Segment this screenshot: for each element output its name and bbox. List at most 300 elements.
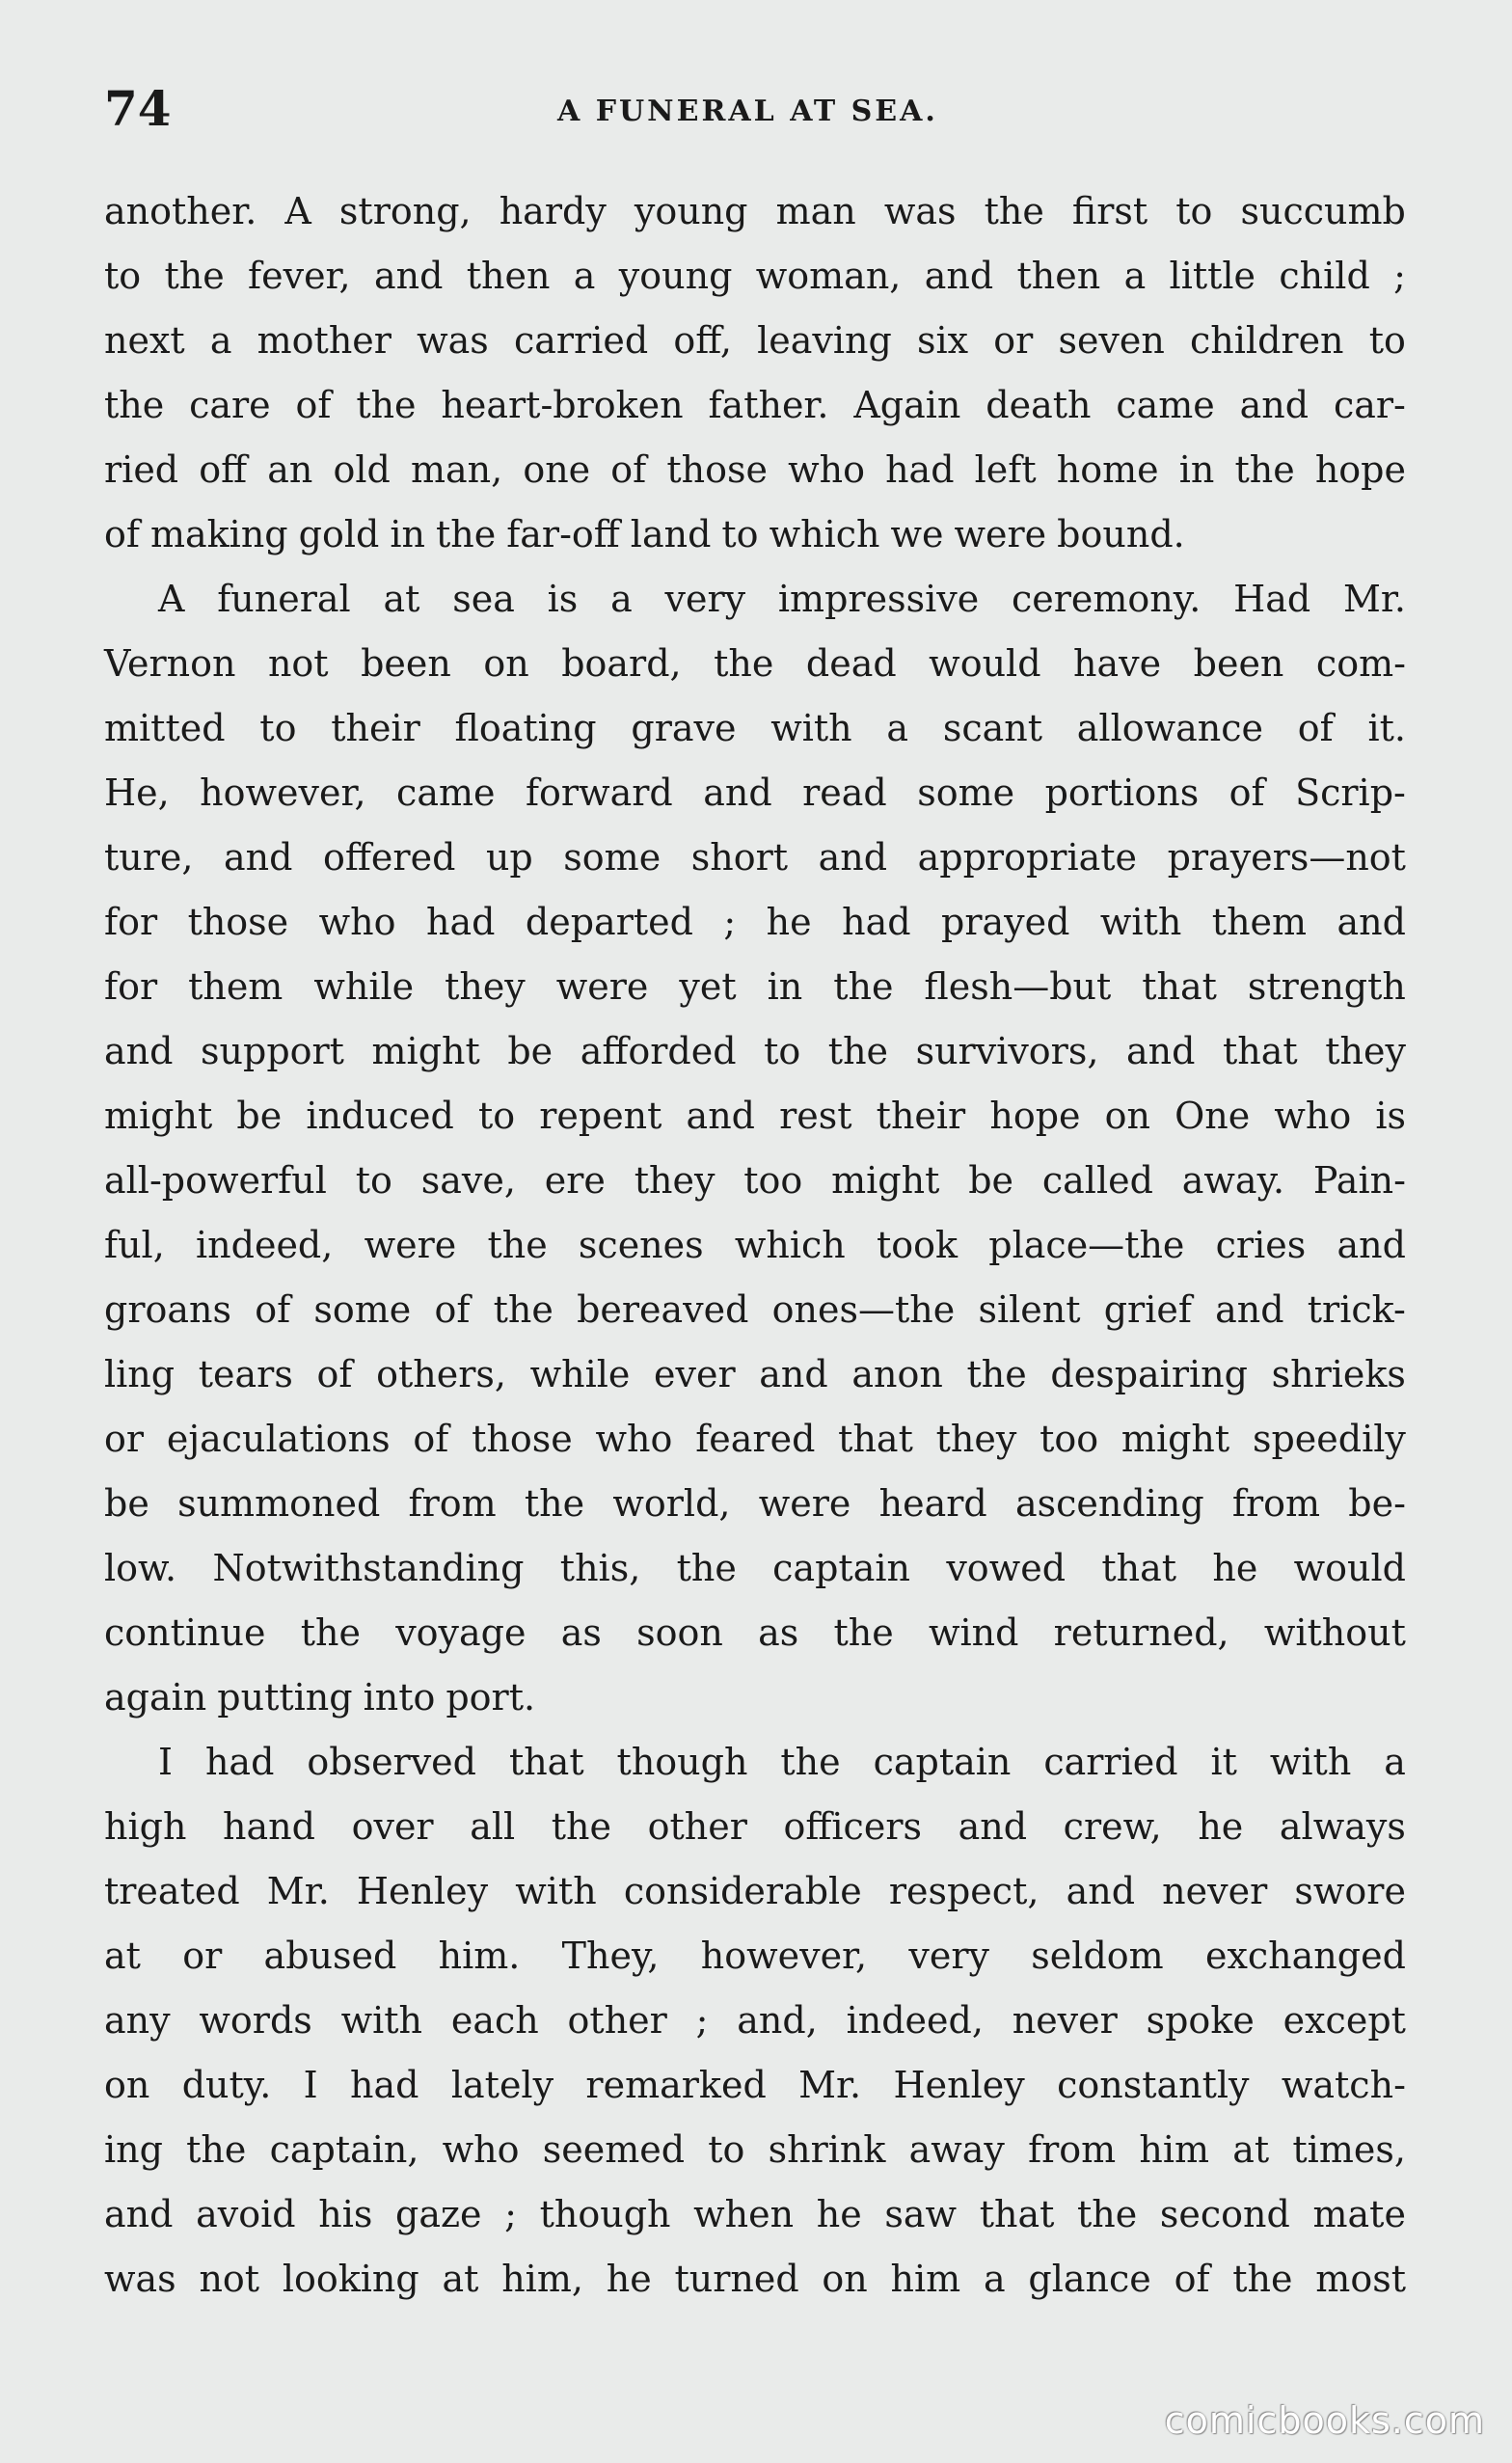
- word: the: [186, 2128, 247, 2171]
- text-line: [104, 2182, 1406, 2247]
- word: They,: [561, 1935, 660, 1977]
- word: their: [876, 1095, 966, 1137]
- word: in: [390, 513, 425, 555]
- word: though: [616, 1741, 748, 1783]
- word: the: [487, 1224, 548, 1266]
- word: offered: [323, 836, 456, 879]
- word: up: [485, 836, 533, 879]
- word: the: [827, 1030, 889, 1072]
- word: or: [182, 1935, 223, 1977]
- word: young: [618, 255, 733, 297]
- word: of: [295, 384, 332, 426]
- word: for: [104, 901, 158, 943]
- word: with: [770, 707, 852, 749]
- word: care: [189, 384, 271, 426]
- running-head: [104, 75, 1406, 143]
- word: be: [236, 1095, 283, 1137]
- word: other: [647, 1805, 747, 1848]
- word: father.: [708, 384, 829, 426]
- word: had: [885, 448, 955, 491]
- word: watch-: [1281, 2064, 1406, 2106]
- word: little: [1169, 255, 1256, 297]
- word: other: [567, 1999, 667, 2042]
- word: hope: [989, 1095, 1081, 1137]
- word: scant: [942, 707, 1043, 749]
- word: allowance: [1076, 707, 1264, 749]
- word: he: [606, 2258, 652, 2300]
- word: were: [758, 1482, 851, 1525]
- word: heard: [878, 1482, 987, 1525]
- word: of: [104, 513, 140, 555]
- word: off: [199, 448, 248, 491]
- word: Mr.: [1342, 578, 1406, 620]
- word: six: [916, 319, 969, 362]
- word: a: [209, 319, 232, 362]
- word: strong,: [338, 190, 472, 232]
- word: and: [1066, 1870, 1136, 1912]
- word: floating: [454, 707, 597, 749]
- word: Scrip-: [1295, 771, 1406, 814]
- word: been: [361, 642, 451, 685]
- word: a: [573, 255, 596, 297]
- word: them: [1211, 901, 1308, 943]
- word: while: [313, 965, 415, 1008]
- word: low.: [104, 1547, 177, 1589]
- word: off,: [673, 319, 732, 362]
- word: indeed,: [846, 1999, 984, 2042]
- word: some: [917, 771, 1015, 814]
- word: portions: [1044, 771, 1200, 814]
- word: any: [104, 1999, 171, 2042]
- word: survivors,: [915, 1030, 1099, 1072]
- word: returned,: [1053, 1611, 1229, 1654]
- word: had: [350, 2064, 419, 2106]
- word: prayers—not: [1167, 836, 1406, 879]
- word: came: [396, 771, 496, 814]
- word: the: [833, 965, 894, 1008]
- word: young: [634, 190, 748, 232]
- word: too: [743, 1159, 803, 1202]
- word: have: [1073, 642, 1162, 685]
- word: to: [355, 1159, 392, 1202]
- word: mother: [256, 319, 392, 362]
- text-line: [104, 761, 1406, 826]
- word: and: [958, 1805, 1028, 1848]
- word: speedily: [1252, 1418, 1406, 1460]
- word: him.: [438, 1935, 521, 1977]
- word: continue: [104, 1611, 266, 1654]
- word: was: [417, 319, 489, 362]
- text-line: [104, 1795, 1406, 1859]
- word: grave: [631, 707, 737, 749]
- word: bound.: [1057, 513, 1185, 555]
- word: port.: [446, 1676, 536, 1719]
- word: would: [1293, 1547, 1406, 1589]
- word: funeral: [217, 578, 351, 620]
- word: voyage: [395, 1611, 526, 1654]
- word: heart-broken: [441, 384, 684, 426]
- word: who: [318, 901, 396, 943]
- word: they: [1325, 1030, 1406, 1072]
- word: he: [1198, 1805, 1244, 1848]
- word: from: [408, 1482, 497, 1525]
- text-line: [104, 438, 1406, 502]
- word: took: [877, 1224, 958, 1266]
- word: feared: [695, 1418, 816, 1460]
- word: respect,: [888, 1870, 1040, 1912]
- word: man,: [410, 448, 503, 491]
- word: the: [356, 384, 417, 426]
- word: yet: [679, 965, 737, 1008]
- word: dead: [805, 642, 897, 685]
- text-line: [104, 1924, 1406, 1989]
- word: him: [890, 2258, 961, 2300]
- word: induced: [306, 1095, 454, 1137]
- running-title: A FUNERAL AT SEA.: [557, 95, 938, 128]
- word: that: [508, 1741, 584, 1783]
- word: the: [1234, 448, 1295, 491]
- word: land: [630, 513, 712, 555]
- word: next: [104, 319, 185, 362]
- word: remarked: [585, 2064, 767, 2106]
- word: to: [1175, 190, 1213, 232]
- word: the: [1077, 2193, 1138, 2235]
- word: or: [993, 319, 1034, 362]
- word: support: [201, 1030, 344, 1072]
- text-line: [104, 1149, 1406, 1213]
- word: despairing: [1050, 1353, 1248, 1395]
- word: shrieks: [1271, 1353, 1406, 1395]
- word: is: [1375, 1095, 1406, 1137]
- word: Henley: [893, 2064, 1025, 2106]
- word: and: [1336, 1224, 1406, 1266]
- word: child: [1279, 255, 1370, 297]
- word: ejaculations: [166, 1418, 391, 1460]
- word: the: [300, 1611, 361, 1654]
- word: that: [979, 2193, 1055, 2235]
- word: he: [816, 2193, 862, 2235]
- word: be: [104, 1482, 149, 1525]
- word: seemed: [542, 2128, 686, 2171]
- word: place—the: [988, 1224, 1185, 1266]
- word: away: [908, 2128, 1005, 2171]
- text-line: [104, 1084, 1406, 1149]
- word: hand: [223, 1805, 315, 1848]
- word: in: [1178, 448, 1215, 491]
- word: officers: [783, 1805, 922, 1848]
- word: Mr.: [798, 2064, 862, 2106]
- word: Pain-: [1312, 1159, 1406, 1202]
- word: a: [983, 2258, 1006, 2300]
- word: and: [1215, 1288, 1284, 1331]
- word: them: [188, 965, 284, 1008]
- word: that: [838, 1418, 913, 1460]
- word: on: [104, 2064, 150, 2106]
- word: been: [1193, 642, 1284, 685]
- word: the: [714, 642, 774, 685]
- word: which: [734, 1224, 846, 1266]
- word: hope: [1314, 448, 1406, 491]
- word: he: [766, 901, 812, 943]
- word: ;: [723, 901, 737, 943]
- word: some: [313, 1288, 412, 1331]
- word: and: [104, 1030, 174, 1072]
- word: very: [664, 578, 746, 620]
- word: a: [1384, 1741, 1406, 1783]
- word: all: [470, 1805, 516, 1848]
- word: captain,: [269, 2128, 419, 2171]
- word: of: [610, 448, 647, 491]
- word: Mr.: [266, 1870, 330, 1912]
- word: Had: [1233, 578, 1311, 620]
- word: had: [425, 901, 496, 943]
- word: Again: [853, 384, 961, 426]
- word: far-off: [506, 513, 620, 555]
- word: were: [364, 1224, 457, 1266]
- text-line: [104, 1278, 1406, 1342]
- word: all-powerful: [104, 1159, 327, 1202]
- text-line: [104, 2118, 1406, 2182]
- word: glance: [1028, 2258, 1151, 2300]
- text-line: [104, 1601, 1406, 1665]
- word: A: [158, 578, 185, 620]
- word: making: [149, 513, 288, 555]
- word: on: [822, 2258, 868, 2300]
- word: constantly: [1057, 2064, 1250, 2106]
- text-line: [104, 2053, 1406, 2118]
- word: those: [472, 1418, 573, 1460]
- word: soon: [636, 1611, 723, 1654]
- word: with: [340, 1999, 423, 2042]
- word: and: [224, 836, 293, 879]
- word: hardy: [499, 190, 607, 232]
- word: ever: [654, 1353, 736, 1395]
- word: each: [450, 1999, 539, 2042]
- word: when: [693, 2193, 795, 2235]
- word: as: [560, 1611, 602, 1654]
- text-line: [104, 1019, 1406, 1084]
- word: to: [104, 255, 142, 297]
- word: be: [507, 1030, 554, 1072]
- text-line: [104, 1989, 1406, 2053]
- word: was: [883, 190, 957, 232]
- word: those: [666, 448, 768, 491]
- word: to: [1368, 319, 1406, 362]
- word: and: [686, 1095, 756, 1137]
- text-line: [104, 1536, 1406, 1601]
- word: which: [769, 513, 880, 555]
- word: the: [966, 1353, 1027, 1395]
- word: too: [1040, 1418, 1099, 1460]
- word: groans: [104, 1288, 231, 1331]
- word: never: [1162, 1870, 1268, 1912]
- word: duty.: [181, 2064, 272, 2106]
- word: ;: [504, 2193, 517, 2235]
- word: cries: [1215, 1224, 1307, 1266]
- page-number: 74: [104, 80, 172, 137]
- word: anon: [851, 1353, 943, 1395]
- word: ere: [544, 1159, 606, 1202]
- word: it.: [1367, 707, 1406, 749]
- word: I: [158, 1741, 174, 1783]
- word: then: [466, 255, 551, 297]
- word: and: [759, 1353, 828, 1395]
- word: lately: [450, 2064, 554, 2106]
- word: ing: [104, 2128, 163, 2171]
- word: the: [104, 384, 165, 426]
- word: called: [1041, 1159, 1153, 1202]
- word: captain: [873, 1741, 1012, 1783]
- word: and,: [737, 1999, 818, 2042]
- word: be-: [1348, 1482, 1406, 1525]
- word: carried: [513, 319, 649, 362]
- word: some: [563, 836, 662, 879]
- word: his: [318, 2193, 373, 2235]
- word: repent: [539, 1095, 662, 1137]
- word: saw: [884, 2193, 958, 2235]
- word: ;: [695, 1999, 709, 2042]
- word: him: [1139, 2128, 1210, 2171]
- word: looking: [282, 2258, 419, 2300]
- word: who: [1274, 1095, 1352, 1137]
- word: had: [204, 1741, 275, 1783]
- word: prayed: [941, 901, 1070, 943]
- word: was: [104, 2258, 176, 2300]
- word: leaving: [757, 319, 892, 362]
- word: treated: [104, 1870, 240, 1912]
- word: to: [721, 513, 759, 555]
- word: with: [1269, 1741, 1352, 1783]
- word: might: [104, 1095, 213, 1137]
- word: from: [1231, 1482, 1321, 1525]
- word: the: [833, 1611, 894, 1654]
- word: carried: [1043, 1741, 1178, 1783]
- word: they: [445, 965, 526, 1008]
- word: over: [351, 1805, 434, 1848]
- word: of: [316, 1353, 353, 1395]
- word: I: [303, 2064, 318, 2106]
- word: com-: [1315, 642, 1406, 685]
- word: and: [373, 255, 444, 297]
- word: Vernon: [104, 642, 236, 685]
- word: ;: [1393, 255, 1406, 297]
- word: indeed,: [196, 1224, 334, 1266]
- word: departed: [525, 901, 693, 943]
- word: death: [986, 384, 1092, 426]
- word: ful,: [104, 1224, 165, 1266]
- watermark: comicbooks.com: [1164, 2399, 1485, 2442]
- word: turned: [674, 2258, 799, 2300]
- word: again: [104, 1676, 207, 1719]
- text-line: [104, 1665, 1406, 1730]
- word: summoned: [177, 1482, 381, 1525]
- word: tears: [198, 1353, 293, 1395]
- word: old: [333, 448, 391, 491]
- word: vowed: [946, 1547, 1066, 1589]
- word: first: [1071, 190, 1148, 232]
- text-line: [104, 1472, 1406, 1536]
- word: scenes: [578, 1224, 704, 1266]
- word: board,: [561, 642, 682, 685]
- word: they: [935, 1418, 1017, 1460]
- word: an: [267, 448, 313, 491]
- word: exchanged: [1204, 1935, 1406, 1977]
- word: children: [1190, 319, 1344, 362]
- text-line: [104, 955, 1406, 1019]
- word: had: [842, 901, 911, 943]
- word: Henley: [356, 1870, 489, 1912]
- word: ture,: [104, 836, 194, 879]
- word: crew,: [1063, 1805, 1162, 1848]
- word: those: [187, 901, 289, 943]
- word: the: [164, 255, 225, 297]
- word: gold: [298, 513, 380, 555]
- word: car-: [1333, 384, 1406, 426]
- word: and: [1336, 901, 1406, 943]
- word: with: [1099, 901, 1182, 943]
- word: silent: [978, 1288, 1081, 1331]
- text-line: [104, 1213, 1406, 1278]
- word: seven: [1058, 319, 1165, 362]
- word: mate: [1312, 2193, 1406, 2235]
- word: at: [1232, 2128, 1270, 2171]
- word: save,: [420, 1159, 516, 1202]
- word: it: [1210, 1741, 1237, 1783]
- word: ascending: [1014, 1482, 1204, 1525]
- word: though: [539, 2193, 671, 2235]
- word: ones—the: [771, 1288, 956, 1331]
- word: they: [634, 1159, 716, 1202]
- word: always: [1279, 1805, 1406, 1848]
- word: is: [547, 578, 579, 620]
- word: would: [929, 642, 1041, 685]
- word: home: [1056, 448, 1159, 491]
- word: except: [1282, 1999, 1406, 2042]
- text-line: [104, 373, 1406, 438]
- word: ried: [104, 448, 179, 491]
- word: that: [1223, 1030, 1298, 1072]
- word: away.: [1181, 1159, 1285, 1202]
- word: seldom: [1031, 1935, 1164, 1977]
- word: fever,: [248, 255, 351, 297]
- word: however,: [700, 1935, 868, 1977]
- word: a: [886, 707, 909, 749]
- text-line: [104, 826, 1406, 890]
- word: one: [523, 448, 591, 491]
- word: considerable: [623, 1870, 862, 1912]
- word: not: [199, 2258, 260, 2300]
- word: sea: [452, 578, 515, 620]
- word: the: [780, 1741, 841, 1783]
- word: swore: [1294, 1870, 1406, 1912]
- word: a: [1123, 255, 1147, 297]
- word: of: [1174, 2258, 1210, 2300]
- word: in: [767, 965, 803, 1008]
- word: of: [434, 1288, 471, 1331]
- word: Notwithstanding: [212, 1547, 525, 1589]
- body-text: [104, 179, 1406, 2312]
- word: trick-: [1307, 1288, 1406, 1331]
- word: times,: [1292, 2128, 1406, 2171]
- word: came: [1116, 384, 1215, 426]
- word: the: [984, 190, 1044, 232]
- word: strength: [1247, 965, 1406, 1008]
- text-line: [104, 2247, 1406, 2312]
- word: high: [104, 1805, 187, 1848]
- word: might: [1120, 1418, 1230, 1460]
- word: the: [1232, 2258, 1293, 2300]
- word: captain: [772, 1547, 910, 1589]
